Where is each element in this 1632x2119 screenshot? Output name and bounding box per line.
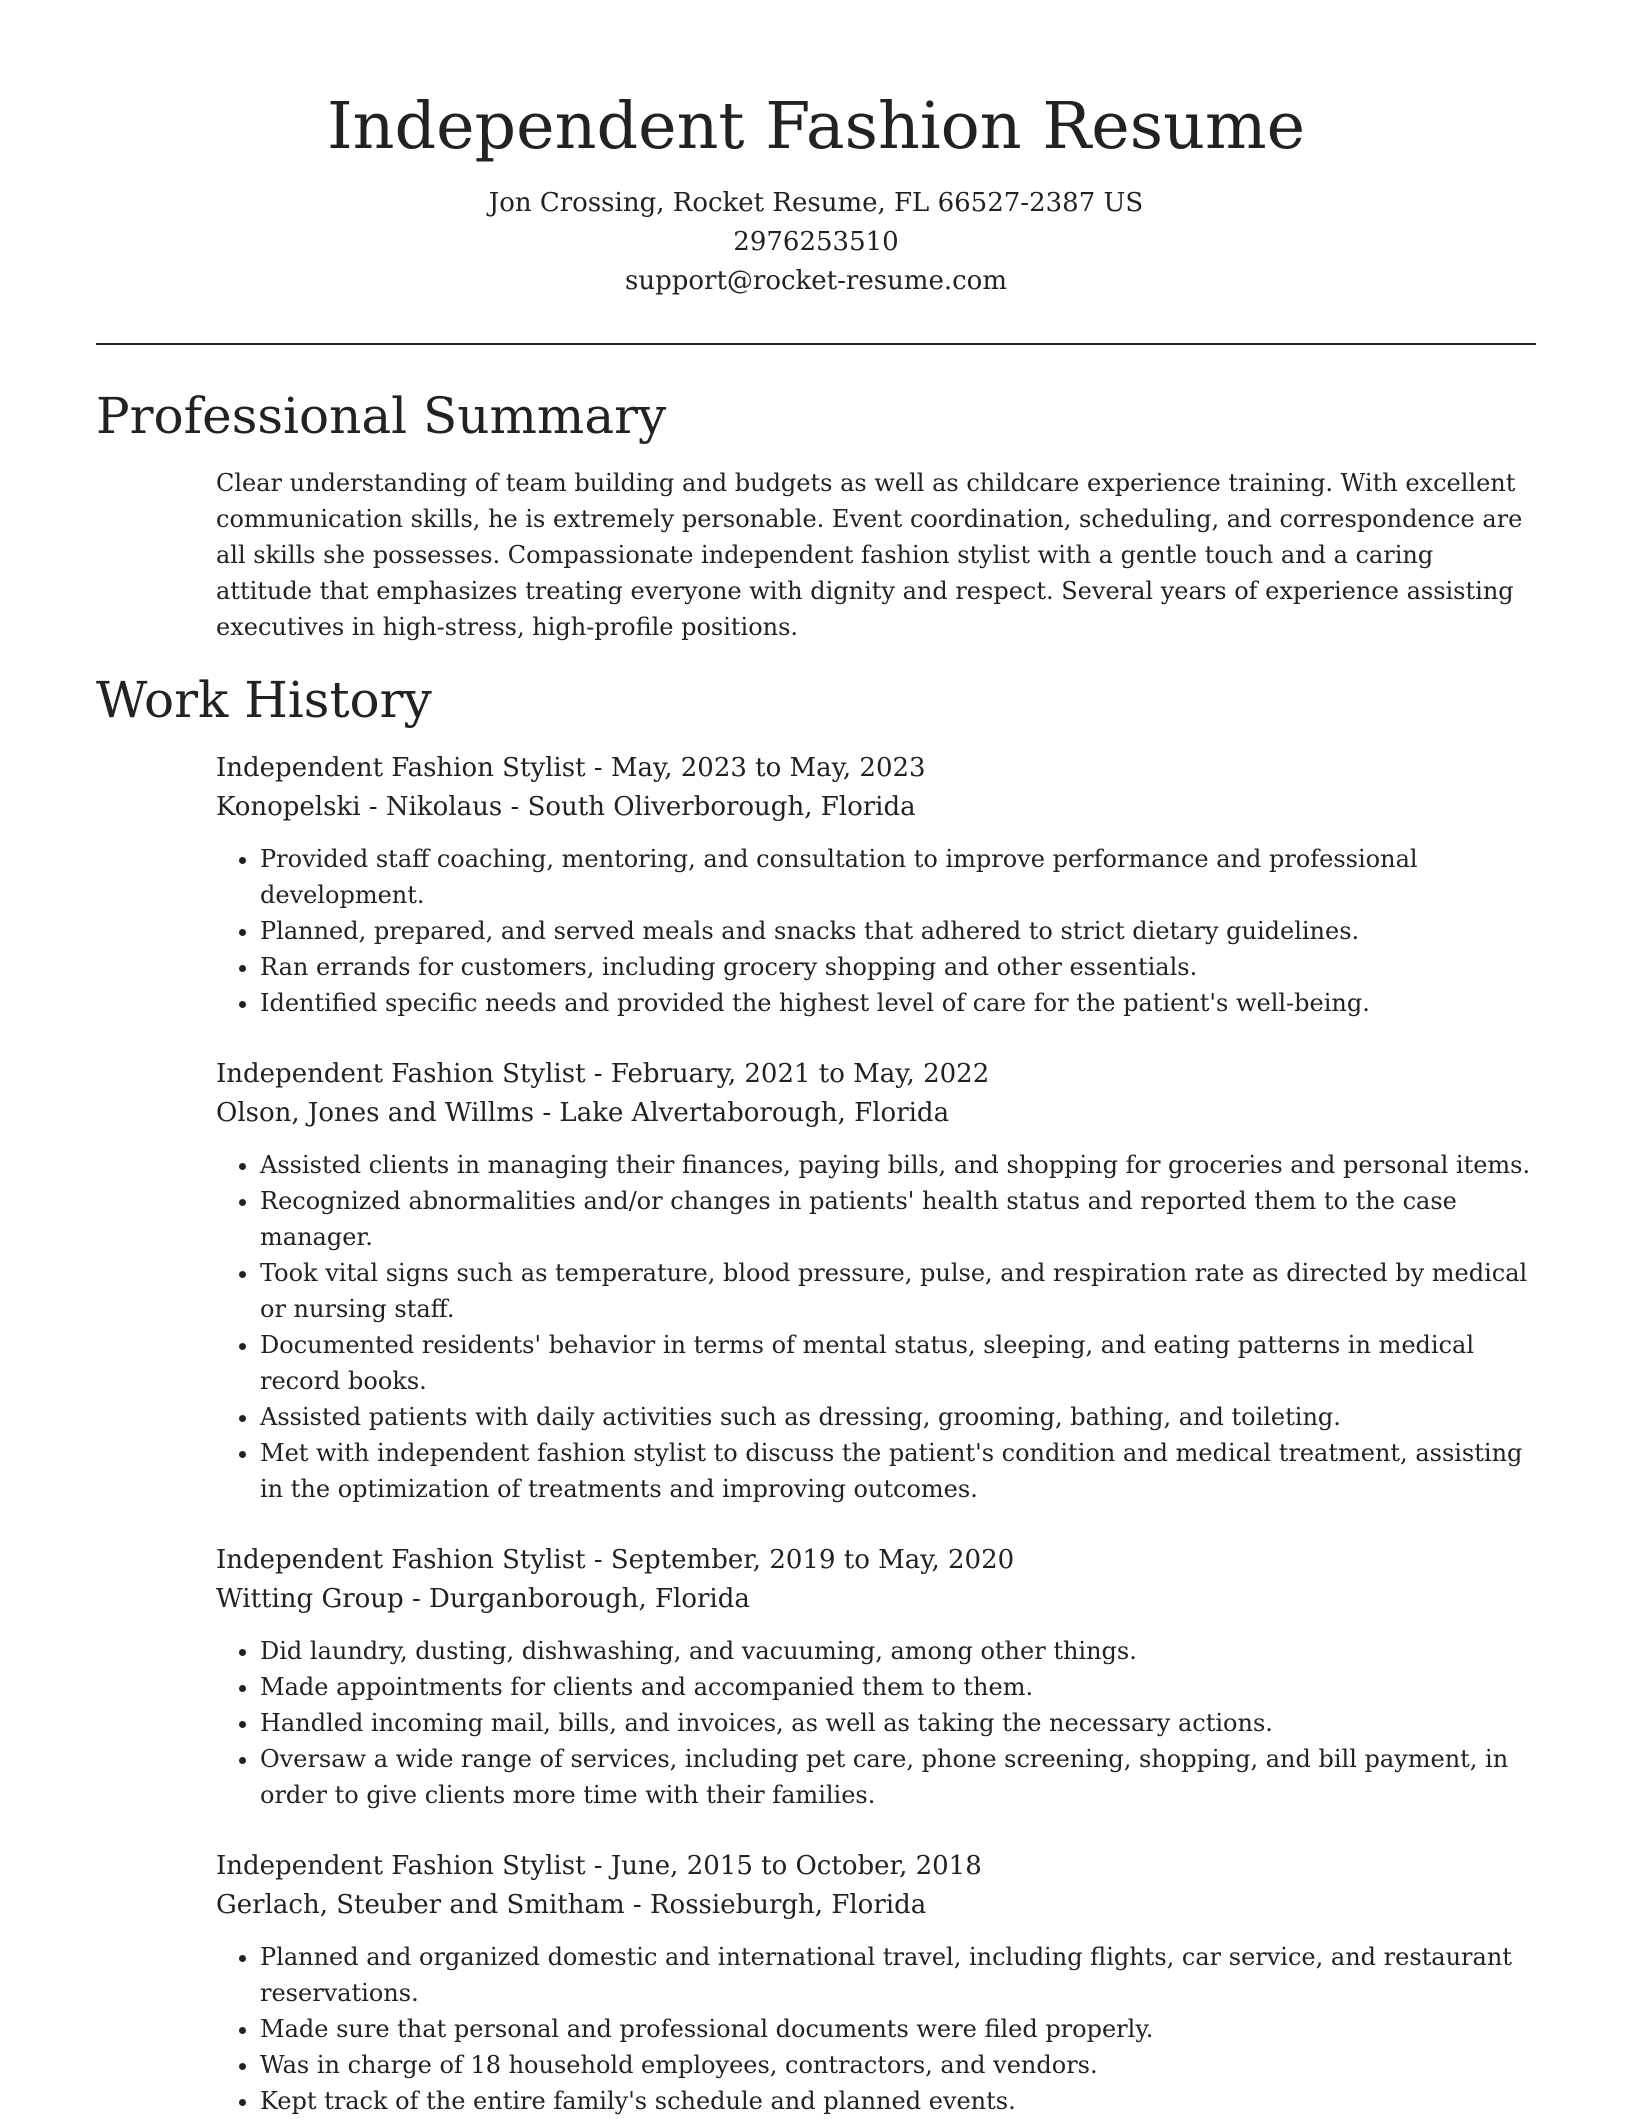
job-entry <box>216 749 1536 1021</box>
job-company: Witting Group <box>216 1584 404 1614</box>
header-divider <box>96 343 1536 345</box>
job-bullet: • Met with independent fashion stylist to discuss the patient's condition and medical treatment, assisting in the optimization of treatments and improving outcomes. <box>260 1435 1536 1507</box>
job-bullet: • Planned and organized domestic and international travel, including flights, car service, and restaurant reservations. <box>260 1939 1536 2011</box>
job-entry <box>216 1055 1536 1507</box>
job-bullet: • Provided staff coaching, mentoring, and consultation to improve performance and professional development. <box>260 841 1536 913</box>
job-company-line: Witting Group - Durganborough, Florida <box>216 1584 750 1614</box>
job-role-line: Independent Fashion Stylist - May, 2023 to May, 2023 <box>216 753 926 783</box>
job-entry <box>216 1847 1536 2119</box>
job-bullet: • Documented residents' behavior in terms of mental status, sleeping, and eating patterns in medical record books. <box>260 1327 1536 1399</box>
job-role: Independent Fashion Stylist <box>216 753 586 783</box>
summary-heading: Professional Summary <box>96 387 667 445</box>
resume-header <box>96 0 1536 301</box>
job-bullets <box>216 1633 1536 1813</box>
job-bullet: • Recognized abnormalities and/or changes in patients' health status and reported them to the case manager. <box>260 1183 1536 1255</box>
job-company-line: Olson, Jones and Willms - Lake Alvertaborough, Florida <box>216 1098 950 1128</box>
job-dates: September, 2019 to May, 2020 <box>610 1545 1015 1575</box>
job-dates: February, 2021 to May, 2022 <box>610 1059 990 1089</box>
job-bullet: • Identified specific needs and provided the highest level of care for the patient's well-being. <box>260 985 1536 1021</box>
job-location: Lake Alvertaborough, Florida <box>559 1098 950 1128</box>
job-company-line: Konopelski - Nikolaus - South Oliverborough, Florida <box>216 792 916 822</box>
job-company: Konopelski - Nikolaus <box>216 792 503 822</box>
job-location: South Oliverborough, Florida <box>527 792 916 822</box>
job-role-line: Independent Fashion Stylist - September, 2019 to May, 2020 <box>216 1545 1015 1575</box>
job-bullet: • Planned, prepared, and served meals and snacks that adhered to strict dietary guidelines. <box>260 913 1536 949</box>
job-company: Gerlach, Steuber and Smitham <box>216 1890 625 1920</box>
contact-block <box>96 184 1536 301</box>
job-bullet: • Assisted clients in managing their finances, paying bills, and shopping for groceries and personal items. <box>260 1147 1536 1183</box>
job-bullets <box>216 841 1536 1021</box>
job-role-line: Independent Fashion Stylist - February, 2021 to May, 2022 <box>216 1059 990 1089</box>
job-bullet: • Took vital signs such as temperature, blood pressure, pulse, and respiration rate as directed by medical or nursing staff. <box>260 1255 1536 1327</box>
job-bullet: • Kept track of the entire family's schedule and planned events. <box>260 2083 1536 2119</box>
job-bullet: • Made appointments for clients and accompanied them to them. <box>260 1669 1536 1705</box>
job-company: Olson, Jones and Willms <box>216 1098 535 1128</box>
job-bullet: • Assisted patients with daily activities such as dressing, grooming, bathing, and toileting. <box>260 1399 1536 1435</box>
job-location: Rossieburgh, Florida <box>649 1890 927 1920</box>
job-company-line: Gerlach, Steuber and Smitham - Rossieburgh, Florida <box>216 1890 927 1920</box>
job-bullet: • Made sure that personal and professional documents were filed properly. <box>260 2011 1536 2047</box>
resume-page <box>96 0 1536 2119</box>
job-bullet: • Was in charge of 18 household employees, contractors, and vendors. <box>260 2047 1536 2083</box>
job-dates: May, 2023 to May, 2023 <box>610 753 926 783</box>
job-bullet: • Ran errands for customers, including grocery shopping and other essentials. <box>260 949 1536 985</box>
job-role: Independent Fashion Stylist <box>216 1545 586 1575</box>
job-role-line: Independent Fashion Stylist - June, 2015 to October, 2018 <box>216 1851 982 1881</box>
job-bullets <box>216 1147 1536 1507</box>
job-role: Independent Fashion Stylist <box>216 1059 586 1089</box>
summary-text: Clear understanding of team building and budgets as well as childcare experience training. With excellent communication skills, he is extremely personable. Event coordination, scheduling, and correspondence are all skills she possesses. Compassionate independent fashion stylist with a gentle touch and a caring attitude that emphasizes treating everyone with dignity and respect. Several years of experience assisting executives in high-stress, high-profile positions. <box>216 469 1523 641</box>
job-dates: June, 2015 to October, 2018 <box>610 1851 982 1881</box>
job-bullet: • Did laundry, dusting, dishwashing, and vacuuming, among other things. <box>260 1633 1536 1669</box>
job-entry <box>216 1541 1536 1813</box>
job-bullet: • Oversaw a wide range of services, including pet care, phone screening, shopping, and bill payment, in order to give clients more time with their families. <box>260 1741 1536 1813</box>
job-bullet: • Handled incoming mail, bills, and invoices, as well as taking the necessary actions. <box>260 1705 1536 1741</box>
resume-title: Independent Fashion Resume <box>326 89 1306 164</box>
job-location: Durganborough, Florida <box>429 1584 750 1614</box>
work-history-heading: Work History <box>96 671 432 729</box>
email: support@rocket-resume.com <box>624 266 1007 296</box>
phone: 2976253510 <box>733 227 899 257</box>
job-role: Independent Fashion Stylist <box>216 1851 586 1881</box>
job-bullets <box>216 1939 1536 2119</box>
address: Jon Crossing, Rocket Resume, FL 66527-2387 US <box>488 188 1144 218</box>
